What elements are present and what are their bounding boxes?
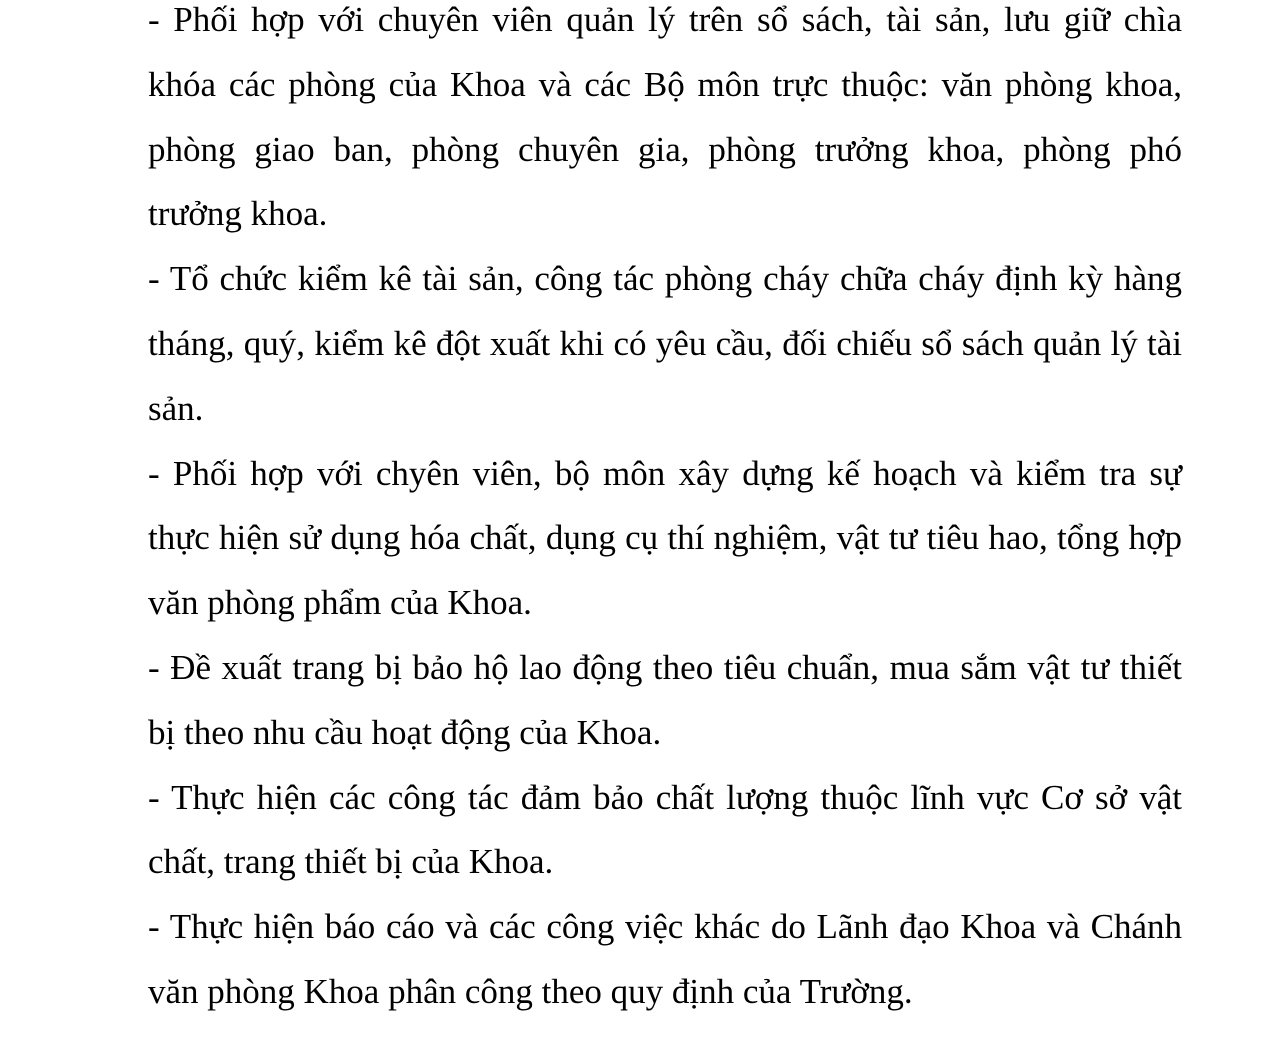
paragraph-asset-management: - Phối hợp với chuyên viên quản lý trên sổ sách, tài sản, lưu giữ chìa khóa các phòng của Khoa và các Bộ môn trực thuộc: văn phòng khoa, phòng giao ban, phòng chuyên gia, phòng trưởng khoa, phòng phó trưởng khoa. bbox=[148, 0, 1182, 234]
paragraph-protective-equipment: - Đề xuất trang bị bảo hộ lao động theo tiêu chuẩn, mua sắm vật tư thiết bị theo nhu cầu hoạt động của Khoa. bbox=[148, 647, 1182, 752]
paragraph-inventory-fire-safety: - Tổ chức kiểm kê tài sản, công tác phòng cháy chữa cháy định kỳ hàng tháng, quý, kiểm kê đột xuất khi có yêu cầu, đối chiếu sổ sách quản lý tài sản. bbox=[148, 259, 1182, 428]
paragraph-quality-assurance: - Thực hiện các công tác đảm bảo chất lượng thuộc lĩnh vực Cơ sở vật chất, trang thiết bị của Khoa. bbox=[148, 777, 1182, 882]
paragraph-chemicals-supplies: - Phối hợp với chyên viên, bộ môn xây dựng kế hoạch và kiểm tra sự thực hiện sử dụng hóa chất, dụng cụ thí nghiệm, vật tư tiêu hao, tổng hợp văn phòng phẩm của Khoa. bbox=[148, 453, 1182, 623]
document-page bbox=[148, 0, 1182, 1025]
paragraph-reporting-duties: - Thực hiện báo cáo và các công việc khác do Lãnh đạo Khoa và Chánh văn phòng Khoa phân công theo quy định của Trường. bbox=[148, 907, 1182, 1011]
